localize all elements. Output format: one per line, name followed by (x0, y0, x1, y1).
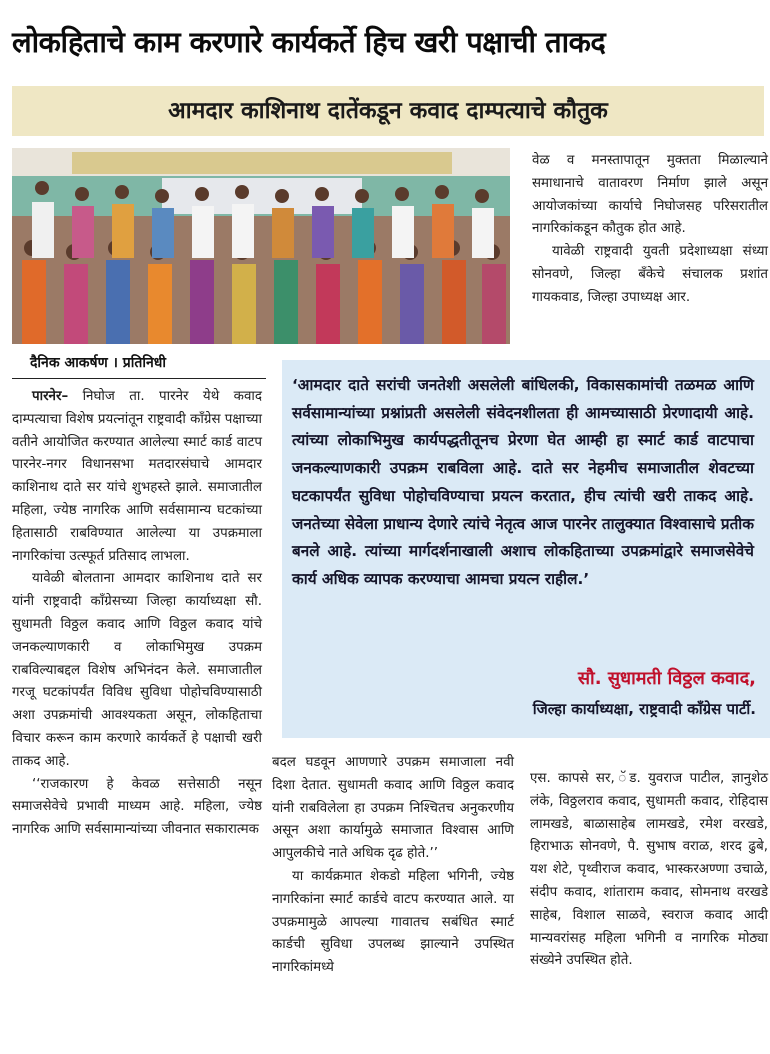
paragraph: एस. कापसे सर, ॅड. युवराज पाटील, ज्ञानुशेठ लंके, विठ्ठलराव कवाद, सुधामती कवाद, रोहिदास लामखडे, बाळासाहेब लामखडे, रमेश वरखडे, हिराभाऊ सोनवणे, पै. सुभाष वराळ, शरद ढुबे, यश शेटे, पृथ्वीराज कवाद, भास्करअण्णा उचाळे, संदीप कवाद, शांताराम कवाद, सोमनाथ वरखडे साहेब, विशाल साळवे, स्वराज कवाद आदी मान्यवरांसह महिला भगिनी व नागरिक मोठ्या संख्येने उपस्थित होते. (530, 771, 768, 969)
paragraph: यावेळी बोलताना आमदार काशिनाथ दाते सर यांनी राष्ट्रवादी काँग्रेसच्या जिल्हा कार्याध्यक्षा सौ. सुधामती विठ्ठल कवाद आणि विठ्ठल कवाद यांचे जनकल्याणकारी व लोकाभिमुख उपक्रम राबविल्याबद्दल विशेष अभिनंदन केले. समाजातील गरजू घटकांपर्यंत विविध सुविधा पोहोचविण्यासाठी अशा उपक्रमांची आवश्यकता असून, लोकहिताचा विचार करून काम करणारे कार्यकर्ते हे पक्षाची खरी ताकद आहे. (12, 571, 262, 769)
event-photo (12, 148, 510, 344)
headline: लोकहिताचे काम करणारे कार्यकर्ते हिच खरी पक्षाची ताकद (12, 25, 606, 59)
article-column-1 (12, 386, 262, 842)
dateline: पारनेर– (32, 389, 69, 404)
paragraph: या कार्यक्रमात शेकडो महिला भगिनी, ज्येष्ठ नागरिकांना स्मार्ट कार्डचे वाटप करण्यात आले. या उपक्रमामुळे आपल्या गावातच सबंधित स्मार्ट कार्डची सुविधा उपलब्ध झाल्याने उपस्थित नागरिकांमध्ये (272, 868, 514, 976)
subheadline: आमदार काशिनाथ दातेंकडून कवाद दाम्पत्याचे कौतुक (12, 86, 764, 136)
pull-quote-text: ‘आमदार दाते सरांची जनतेशी असलेली बांधिलकी, विकासकामांची तळमळ आणि सर्वसामान्यांच्या प्रश्नांप्रती असलेली संवेदनशीलता ही आमच्यासाठी प्रेरणादायी आहे. त्यांच्या लोकाभिमुख कार्यपद्धतीतूनच प्रेरणा घेत आम्ही हा स्मार्ट कार्ड वाटपाचा जनकल्याणकारी उपक्रम राबविला आहे. दाते सर नेहमीच समाजातील शेवटच्या घटकापर्यंत सुविधा पोहोचविण्याचा प्रयत्न करतात, हीच त्यांची खरी ताकद आहे. जनतेच्या सेवेला प्राधान्य देणारे त्यांचे नेतृत्व आज पारनेर तालुक्यात विश्वासाचे प्रतीक बनले आहे. त्यांच्या मार्गदर्शनाखाली अशाच लोकहिताच्या उपक्रमांद्वारे समाजसेवेचे कार्य अधिक व्यापक करण्याचा आमचा प्रयत्न राहील.’ (292, 376, 754, 588)
byline: दैनिक आकर्षण । प्रतिनिधी (30, 355, 166, 371)
article-column-2 (272, 752, 514, 980)
paragraph: बदल घडवून आणणारे उपक्रम समाजाला नवी दिशा देतात. सुधामती कवाद आणि विठ्ठल कवाद यांनी राबविलेला हा उपक्रम निश्चितच अनुकरणीय असून अशा कार्यामुळे समाजात विश्वास आणि आपुलकीचे नाते अधिक दृढ होते.’’ (272, 755, 514, 862)
right-top-column (532, 150, 768, 310)
paragraph: यावेळी राष्ट्रवादी युवती प्रदेशाध्यक्षा संध्या सोनवणे, जिल्हा बँकेचे संचालक प्रशांत गायकवाड, जिल्हा उपाध्यक्ष आर. (532, 244, 768, 305)
byline-divider (12, 378, 266, 379)
article-column-3 (530, 768, 768, 973)
paragraph: निघोज ता. पारनेर येथे कवाद दाम्पत्याचा विशेष प्रयत्नांतून राष्ट्रवादी काँग्रेस पक्षाच्या वतीने आयोजित करण्यात आलेल्या स्मार्ट कार्ड वाटप पारनेर-नगर विधानसभा मतदारसंघाचे आमदार काशिनाथ दाते सर यांचे शुभहस्ते झाले. समाजातील महिला, ज्येष्ठ नागरिक आणि सर्वसामान्य घटकांच्या हितासाठी राबविण्यात आलेल्या या उपक्रमाला नागरिकांचा उत्स्फूर्त प्रतिसाद लाभला. (12, 389, 262, 564)
quote-author-title: जिल्हा कार्याध्यक्षा, राष्ट्रवादी काँग्रेस पार्टी. (532, 700, 756, 718)
paragraph: वेळ व मनस्तापातून मुक्तता मिळाल्याने समाधानाचे वातावरण निर्माण झाले असून आयोजकांच्या कार्याचे निघोजसह परिसरातील नागरिकांकडून कौतुक होत आहे. (532, 153, 768, 237)
paragraph: ‘‘राजकारण हे केवळ सत्तेसाठी नसून समाजसेवेचे प्रभावी माध्यम आहे. महिला, ज्येष्ठ नागरिक आणि सर्वसामान्यांच्या जीवनात सकारात्मक (12, 776, 262, 838)
quote-author: सौ. सुधामती विठ्ठल कवाद, (577, 668, 756, 689)
